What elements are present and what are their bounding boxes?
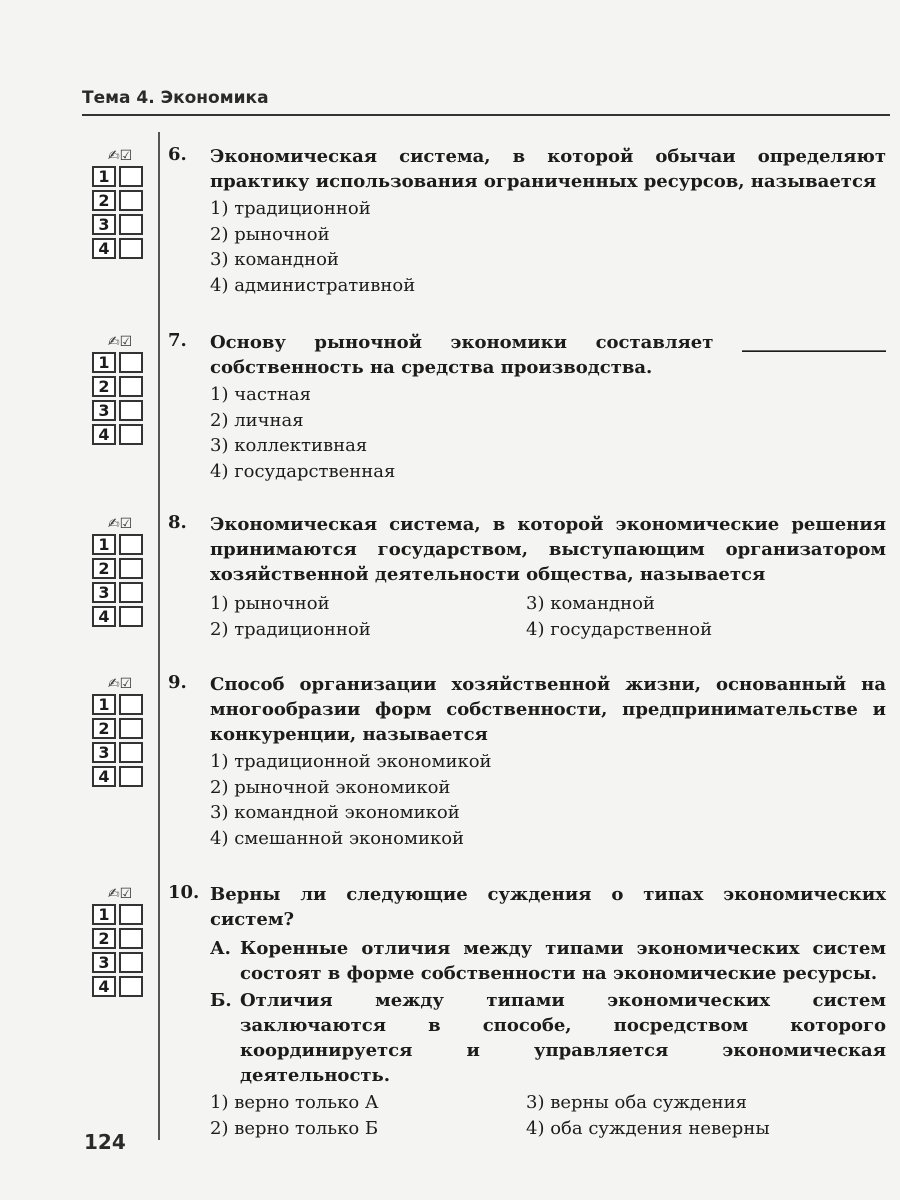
answer-option: 4) оба суждения неверны — [526, 1118, 770, 1139]
question-number: 9. — [168, 672, 187, 693]
answer-option: 1) верно только А — [210, 1092, 379, 1113]
answer-checkbox[interactable] — [119, 606, 143, 627]
question-text: Основу рыночной экономики составляет ________________ собственность на средства производства. — [210, 332, 886, 378]
answer-checkbox[interactable] — [119, 928, 143, 949]
answer-option: 3) командной — [210, 249, 339, 270]
answer-number-1: 1 — [92, 534, 116, 555]
answer-checkbox[interactable] — [119, 400, 143, 421]
answer-checkbox[interactable] — [119, 424, 143, 445]
topic-title: Тема 4. Экономика — [82, 88, 269, 108]
answer-checkbox[interactable] — [119, 190, 143, 211]
answer-option: 3) коллективная — [210, 435, 368, 456]
page-header — [82, 88, 890, 116]
answer-checkbox[interactable] — [119, 352, 143, 373]
answer-checkbox[interactable] — [119, 694, 143, 715]
answer-number-1: 1 — [92, 904, 116, 925]
answer-option: 1) рыночной — [210, 593, 330, 614]
answer-checkbox[interactable] — [119, 952, 143, 973]
statement-label: А. — [210, 938, 231, 959]
answer-option: 4) государственная — [210, 460, 396, 482]
answer-number-2: 2 — [92, 190, 116, 211]
answer-number-1: 1 — [92, 166, 116, 187]
answer-option: 2) личная — [210, 409, 304, 431]
answer-number-3: 3 — [92, 214, 116, 235]
answer-number-4: 4 — [92, 606, 116, 627]
answer-number-3: 3 — [92, 952, 116, 973]
answer-number-4: 4 — [92, 238, 116, 259]
question-text: Экономическая система, в которой экономические решения принимаются государством, выступающим организатором хозяйственной деятельности общества, называется — [210, 514, 886, 585]
answer-checkbox[interactable] — [119, 904, 143, 925]
answer-number-2: 2 — [92, 558, 116, 579]
question-text: Верны ли следующие суждения о типах экономических систем? — [210, 884, 886, 930]
pencil-check-icon: ✍☑ — [107, 676, 133, 692]
answer-option: 2) рыночной — [210, 223, 330, 245]
statement-text: Отличия между типами экономических систем заключаются в способе, посредством которого координируется и управляется экономическая деятельность. — [240, 990, 886, 1086]
answer-number-3: 3 — [92, 400, 116, 421]
answer-number-2: 2 — [92, 718, 116, 739]
margin-rule — [158, 132, 160, 1140]
answer-option: 3) командной экономикой — [210, 802, 460, 823]
answer-option: 2) верно только Б — [210, 1118, 379, 1139]
answer-option: 2) рыночной экономикой — [210, 776, 451, 798]
answer-number-1: 1 — [92, 352, 116, 373]
answer-box — [92, 884, 148, 1000]
answer-checkbox[interactable] — [119, 376, 143, 397]
answer-number-2: 2 — [92, 928, 116, 949]
answer-option: 4) административной — [210, 274, 416, 296]
answer-box — [92, 514, 148, 630]
answer-number-2: 2 — [92, 376, 116, 397]
answer-number-3: 3 — [92, 742, 116, 763]
pencil-check-icon: ✍☑ — [107, 516, 133, 532]
question-number: 8. — [168, 512, 187, 533]
answer-number-4: 4 — [92, 766, 116, 787]
answer-option: 4) государственной — [526, 619, 713, 640]
answer-box — [92, 332, 148, 448]
page-number: 124 — [84, 1130, 126, 1154]
answer-checkbox[interactable] — [119, 766, 143, 787]
answer-box — [92, 146, 148, 262]
answer-number-4: 4 — [92, 976, 116, 997]
answer-option: 2) традиционной — [210, 619, 371, 640]
answer-option: 1) традиционной — [210, 198, 371, 219]
question-text: Способ организации хозяйственной жизни, основанный на многообразии форм собственности, предпринимательстве и конкуренции, называется — [210, 674, 886, 745]
statement-label: Б. — [210, 990, 232, 1011]
answer-number-1: 1 — [92, 694, 116, 715]
answer-option: 4) смешанной экономикой — [210, 827, 465, 849]
question-number: 10. — [168, 882, 200, 903]
answer-number-3: 3 — [92, 582, 116, 603]
answer-checkbox[interactable] — [119, 976, 143, 997]
answer-box — [92, 674, 148, 790]
answer-checkbox[interactable] — [119, 558, 143, 579]
pencil-check-icon: ✍☑ — [107, 334, 133, 350]
answer-checkbox[interactable] — [119, 718, 143, 739]
answer-checkbox[interactable] — [119, 582, 143, 603]
answer-checkbox[interactable] — [119, 534, 143, 555]
question-text: Экономическая система, в которой обычаи определяют практику использования ограниченных ресурсов, называется — [210, 146, 886, 192]
answer-option: 3) верны оба суждения — [526, 1092, 747, 1113]
answer-checkbox[interactable] — [119, 166, 143, 187]
answer-checkbox[interactable] — [119, 238, 143, 259]
pencil-check-icon: ✍☑ — [107, 886, 133, 902]
answer-checkbox[interactable] — [119, 742, 143, 763]
statement-text: Коренные отличия между типами экономических систем состоят в форме собственности на экономические ресурсы. — [240, 938, 886, 984]
question-number: 6. — [168, 144, 187, 165]
pencil-check-icon: ✍☑ — [107, 148, 133, 164]
question-number: 7. — [168, 330, 187, 351]
answer-checkbox[interactable] — [119, 214, 143, 235]
answer-option: 1) традиционной экономикой — [210, 751, 492, 772]
answer-number-4: 4 — [92, 424, 116, 445]
answer-option: 1) частная — [210, 384, 311, 405]
answer-option: 3) командной — [526, 593, 655, 614]
